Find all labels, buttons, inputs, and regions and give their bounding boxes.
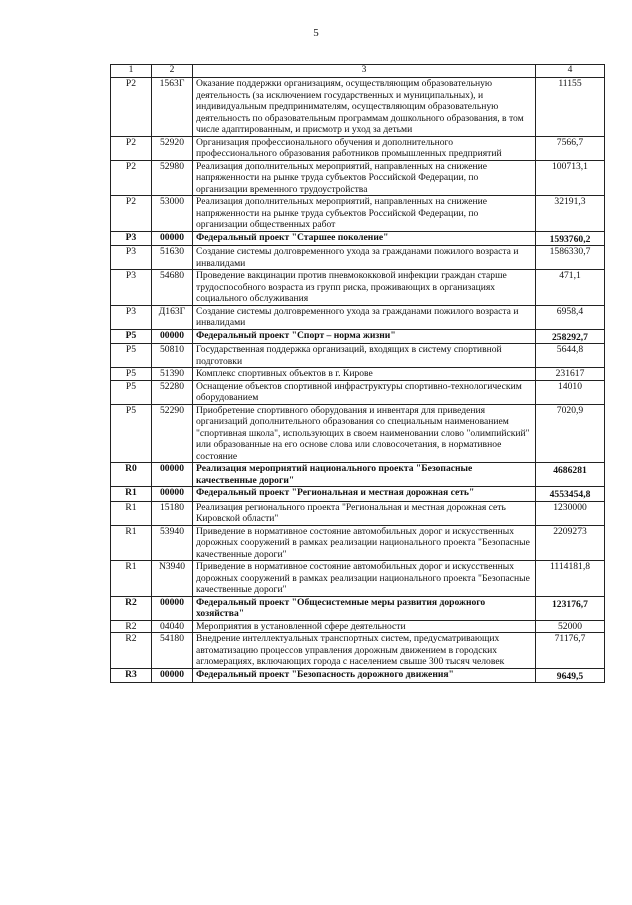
header-col-1: 1 (111, 65, 152, 78)
budget-table (110, 64, 605, 683)
item-code-cell: 00000 (152, 231, 193, 246)
section-code-cell: Р5 (111, 380, 152, 404)
table-row (111, 487, 605, 502)
table-row (111, 78, 605, 137)
amount-cell: 11155 (536, 78, 605, 137)
section-code-cell: Р5 (111, 368, 152, 381)
description-cell: Создание системы долговременного ухода за гражданами пожилого возраста и инвалидами (193, 305, 536, 329)
amount-cell: 258292,7 (536, 329, 605, 344)
item-code-cell: 51630 (152, 246, 193, 270)
section-code-cell: R2 (111, 620, 152, 633)
table-body (111, 78, 605, 683)
description-cell: Реализация дополнительных мероприятий, направленных на снижение напряженности на рынке труда субъектов Российской Федерации, по организации общественных работ (193, 196, 536, 232)
section-code-cell: Р2 (111, 78, 152, 137)
item-code-cell: 15180 (152, 501, 193, 525)
amount-cell: 1114181,8 (536, 561, 605, 597)
amount-cell: 7020,9 (536, 404, 605, 463)
description-cell: Федеральный проект "Безопасность дорожного движения" (193, 668, 536, 683)
amount-cell: 52000 (536, 620, 605, 633)
item-code-cell: N3940 (152, 561, 193, 597)
table-row (111, 525, 605, 561)
item-code-cell: 52920 (152, 136, 193, 160)
table-row (111, 231, 605, 246)
description-cell: Приведение в нормативное состояние автомобильных дорог и искусственных дорожных сооружений в рамках реализации национального проекта "Безопасные качественные дороги" (193, 561, 536, 597)
section-code-cell: Р5 (111, 329, 152, 344)
table-row (111, 305, 605, 329)
table-row (111, 596, 605, 620)
item-code-cell: 52290 (152, 404, 193, 463)
amount-cell: 32191,3 (536, 196, 605, 232)
amount-cell: 1230000 (536, 501, 605, 525)
header-row (111, 65, 605, 78)
item-code-cell: 1563Г (152, 78, 193, 137)
description-cell: Федеральный проект "Спорт – норма жизни" (193, 329, 536, 344)
section-code-cell: Р3 (111, 246, 152, 270)
description-cell: Оснащение объектов спортивной инфраструктуры спортивно-технологическим оборудованием (193, 380, 536, 404)
description-cell: Федеральный проект "Региональная и местная дорожная сеть" (193, 487, 536, 502)
description-cell: Реализация мероприятий национального проекта "Безопасные качественные дороги" (193, 463, 536, 487)
table-row (111, 329, 605, 344)
section-code-cell: Р3 (111, 270, 152, 306)
item-code-cell: 54180 (152, 633, 193, 669)
description-cell: Оказание поддержки организациям, осуществляющим образовательную деятельность (за исключением государственных и муниципальных), и индивидуальным предпринимателям, осуществляющим образовательную деятельность по образовательным программам дошкольного образования, в том числе адаптированным, и присмотр и уход за детьми (193, 78, 536, 137)
item-code-cell: 00000 (152, 668, 193, 683)
description-cell: Организация профессионального обучения и дополнительного профессионального образования работников промышленных предприятий (193, 136, 536, 160)
amount-cell: 7566,7 (536, 136, 605, 160)
section-code-cell: R0 (111, 463, 152, 487)
section-code-cell: R2 (111, 596, 152, 620)
description-cell: Проведение вакцинации против пневмококковой инфекции граждан старше трудоспособного возраста из групп риска, проживающих в организациях социального обслуживания (193, 270, 536, 306)
item-code-cell: 00000 (152, 329, 193, 344)
section-code-cell: Р3 (111, 231, 152, 246)
table-row (111, 404, 605, 463)
item-code-cell: 51390 (152, 368, 193, 381)
amount-cell: 123176,7 (536, 596, 605, 620)
section-code-cell: R1 (111, 525, 152, 561)
page-number: 5 (313, 27, 319, 39)
item-code-cell: 00000 (152, 487, 193, 502)
amount-cell: 4553454,8 (536, 487, 605, 502)
amount-cell: 100713,1 (536, 160, 605, 196)
table-row (111, 561, 605, 597)
table-row (111, 633, 605, 669)
item-code-cell: 52280 (152, 380, 193, 404)
table-row (111, 246, 605, 270)
description-cell: Федеральный проект "Общесистемные меры развития дорожного хозяйства" (193, 596, 536, 620)
amount-cell: 1586330,7 (536, 246, 605, 270)
section-code-cell: R3 (111, 668, 152, 683)
table-row (111, 368, 605, 381)
amount-cell: 231617 (536, 368, 605, 381)
amount-cell: 71176,7 (536, 633, 605, 669)
section-code-cell: Р5 (111, 404, 152, 463)
header-col-3: 3 (193, 65, 536, 78)
amount-cell: 5644,8 (536, 344, 605, 368)
section-code-cell: R1 (111, 561, 152, 597)
amount-cell: 9649,5 (536, 668, 605, 683)
item-code-cell: 53000 (152, 196, 193, 232)
description-cell: Федеральный проект "Старшее поколение" (193, 231, 536, 246)
amount-cell: 4686281 (536, 463, 605, 487)
amount-cell: 14010 (536, 380, 605, 404)
description-cell: Внедрение интеллектуальных транспортных систем, предусматривающих автоматизацию процессов управления дорожным движением в городских агломерациях, включающих города с населением свыше 300 тысяч человек (193, 633, 536, 669)
description-cell: Реализация дополнительных мероприятий, направленных на снижение напряженности на рынке труда субъектов Российской Федерации, по организации временного трудоустройства (193, 160, 536, 196)
table-row (111, 160, 605, 196)
section-code-cell: R1 (111, 501, 152, 525)
amount-cell: 471,1 (536, 270, 605, 306)
section-code-cell: R1 (111, 487, 152, 502)
table-row (111, 463, 605, 487)
amount-cell: 2209273 (536, 525, 605, 561)
table-row (111, 620, 605, 633)
header-col-2: 2 (152, 65, 193, 78)
table-row (111, 344, 605, 368)
table-row (111, 380, 605, 404)
amount-cell: 6958,4 (536, 305, 605, 329)
table-row (111, 270, 605, 306)
description-cell: Реализация регионального проекта "Региональная и местная дорожная сеть Кировской области" (193, 501, 536, 525)
amount-cell: 1593760,2 (536, 231, 605, 246)
section-code-cell: Р2 (111, 196, 152, 232)
item-code-cell: 52980 (152, 160, 193, 196)
item-code-cell: 00000 (152, 596, 193, 620)
section-code-cell: Р2 (111, 160, 152, 196)
description-cell: Приобретение спортивного оборудования и инвентаря для приведения организаций дополнительного образования со специальным наименованием "спортивная школа", использующих в своем наименовании слово "олимпийский" или образованные на его основе слова или словосочетания, в нормативное состояние (193, 404, 536, 463)
description-cell: Создание системы долговременного ухода за гражданами пожилого возраста и инвалидами (193, 246, 536, 270)
item-code-cell: 00000 (152, 463, 193, 487)
description-cell: Комплекс спортивных объектов в г. Кирове (193, 368, 536, 381)
description-cell: Приведение в нормативное состояние автомобильных дорог и искусственных дорожных сооружений в рамках реализации национального проекта "Безопасные качественные дороги" (193, 525, 536, 561)
item-code-cell: Д163Г (152, 305, 193, 329)
table-row (111, 668, 605, 683)
item-code-cell: 50810 (152, 344, 193, 368)
section-code-cell: Р2 (111, 136, 152, 160)
description-cell: Мероприятия в установленной сфере деятельности (193, 620, 536, 633)
item-code-cell: 04040 (152, 620, 193, 633)
table-row (111, 196, 605, 232)
item-code-cell: 53940 (152, 525, 193, 561)
table-row (111, 501, 605, 525)
section-code-cell: Р5 (111, 344, 152, 368)
section-code-cell: Р3 (111, 305, 152, 329)
header-col-4: 4 (536, 65, 605, 78)
section-code-cell: R2 (111, 633, 152, 669)
table-row (111, 136, 605, 160)
description-cell: Государственная поддержка организаций, входящих в систему спортивной подготовки (193, 344, 536, 368)
item-code-cell: 54680 (152, 270, 193, 306)
table-header (111, 65, 605, 78)
